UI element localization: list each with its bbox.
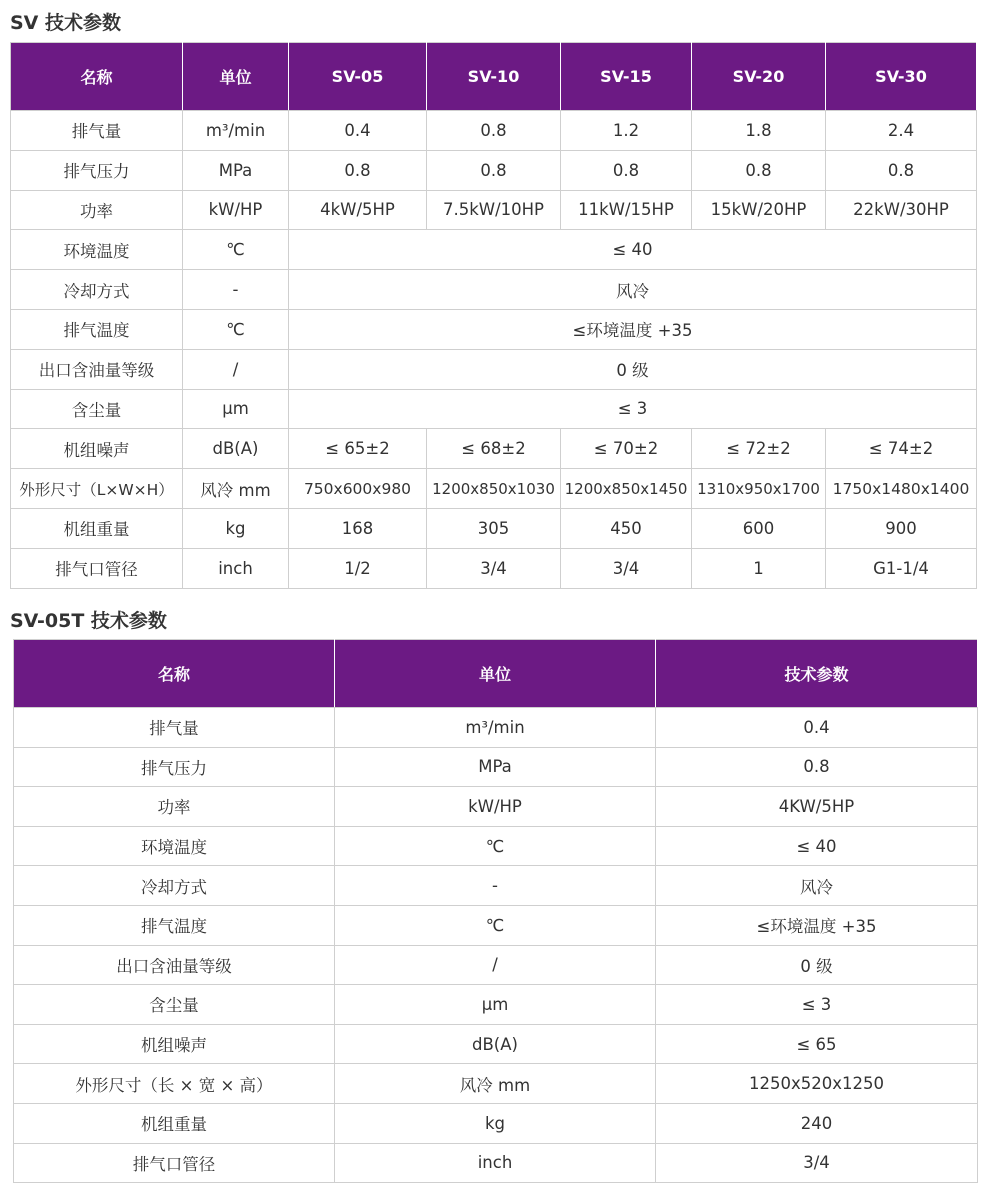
table-row: [11, 111, 977, 151]
param-name: 排气温度: [14, 905, 335, 945]
param-value: 0.8: [826, 150, 977, 190]
param-value: 0.8: [656, 747, 978, 787]
param-name: 机组重量: [11, 508, 183, 548]
param-value: ≤环境温度 +35: [656, 905, 978, 945]
table-row: [14, 905, 978, 945]
table-row: [11, 270, 977, 310]
param-name: 排气量: [11, 111, 183, 151]
param-value: 3/4: [561, 548, 692, 588]
param-name: 功率: [11, 190, 183, 230]
table-row: [11, 389, 977, 429]
table-row: [14, 1024, 978, 1064]
header-cell: SV-10: [427, 43, 561, 111]
param-name: 排气温度: [11, 309, 183, 349]
param-value-merged: ≤ 3: [289, 389, 977, 429]
param-value: 22kW/30HP: [826, 190, 977, 230]
param-name: 外形尺寸（L×W×H）: [11, 469, 183, 509]
param-unit: μm: [335, 985, 656, 1025]
table-row: [11, 309, 977, 349]
param-unit: ℃: [183, 309, 289, 349]
param-unit: MPa: [183, 150, 289, 190]
param-value-merged: ≤ 40: [289, 230, 977, 270]
param-name: 冷却方式: [14, 866, 335, 906]
param-name: 排气口管径: [14, 1143, 335, 1183]
param-name: 环境温度: [14, 826, 335, 866]
param-value: 240: [656, 1103, 978, 1143]
param-value: 4KW/5HP: [656, 787, 978, 827]
param-value: ≤ 70±2: [561, 429, 692, 469]
param-value: 1.8: [692, 111, 826, 151]
table-header-row: [11, 43, 977, 111]
param-value: 450: [561, 508, 692, 548]
param-name: 外形尺寸（长 × 宽 × 高）: [14, 1064, 335, 1104]
param-value: 1: [692, 548, 826, 588]
header-cell: SV-05: [289, 43, 427, 111]
param-unit: ℃: [335, 826, 656, 866]
param-value: 7.5kW/10HP: [427, 190, 561, 230]
param-unit: kW/HP: [183, 190, 289, 230]
table-row: [11, 349, 977, 389]
param-name: 出口含油量等级: [11, 349, 183, 389]
param-unit: /: [335, 945, 656, 985]
param-value: ≤ 65±2: [289, 429, 427, 469]
param-unit: dB(A): [183, 429, 289, 469]
header-cell: 技术参数: [656, 640, 978, 708]
param-value: 600: [692, 508, 826, 548]
param-name: 机组噪声: [11, 429, 183, 469]
param-value: 1750x1480x1400: [826, 469, 977, 509]
param-unit: kW/HP: [335, 787, 656, 827]
table-row: [14, 708, 978, 748]
table-row: [14, 1143, 978, 1183]
table-row: [11, 150, 977, 190]
param-unit: kg: [183, 508, 289, 548]
param-value: 305: [427, 508, 561, 548]
param-value: 168: [289, 508, 427, 548]
param-value: 1200x850x1450: [561, 469, 692, 509]
param-value: 0.4: [289, 111, 427, 151]
param-unit: -: [183, 270, 289, 310]
param-value: ≤ 40: [656, 826, 978, 866]
param-value: 11kW/15HP: [561, 190, 692, 230]
param-value: 0.8: [427, 111, 561, 151]
param-value-merged: 风冷: [289, 270, 977, 310]
section-title-sv-05t: SV-05T 技术参数: [10, 610, 167, 632]
param-unit: inch: [183, 548, 289, 588]
header-cell: SV-20: [692, 43, 826, 111]
param-value: ≤ 72±2: [692, 429, 826, 469]
table-row: [11, 508, 977, 548]
param-unit: /: [183, 349, 289, 389]
param-unit: 风冷 mm: [183, 469, 289, 509]
param-value: 2.4: [826, 111, 977, 151]
param-name: 机组重量: [14, 1103, 335, 1143]
param-value: ≤ 68±2: [427, 429, 561, 469]
param-unit: MPa: [335, 747, 656, 787]
param-value: 1250x520x1250: [656, 1064, 978, 1104]
param-value: G1-1/4: [826, 548, 977, 588]
param-value: 0.8: [561, 150, 692, 190]
sv-05t-spec-table: [13, 639, 978, 1183]
param-value: 15kW/20HP: [692, 190, 826, 230]
param-unit: μm: [183, 389, 289, 429]
param-name: 冷却方式: [11, 270, 183, 310]
param-value: 900: [826, 508, 977, 548]
param-value-merged: 0 级: [289, 349, 977, 389]
param-value: 1310x950x1700: [692, 469, 826, 509]
table-row: [14, 985, 978, 1025]
param-name: 含尘量: [11, 389, 183, 429]
table-row: [14, 866, 978, 906]
param-value: 1200x850x1030: [427, 469, 561, 509]
table-row: [14, 787, 978, 827]
table-row: [11, 190, 977, 230]
table-row: [14, 1103, 978, 1143]
table-row: [14, 1064, 978, 1104]
param-value: 0 级: [656, 945, 978, 985]
param-name: 排气压力: [11, 150, 183, 190]
param-name: 排气压力: [14, 747, 335, 787]
param-value: 4kW/5HP: [289, 190, 427, 230]
table-row: [14, 945, 978, 985]
param-value: 0.4: [656, 708, 978, 748]
param-unit: dB(A): [335, 1024, 656, 1064]
param-value: 3/4: [656, 1143, 978, 1183]
sv-spec-table: [10, 42, 977, 589]
section-title-sv: SV 技术参数: [10, 12, 122, 34]
param-unit: ℃: [335, 905, 656, 945]
param-name: 排气口管径: [11, 548, 183, 588]
param-value: ≤ 3: [656, 985, 978, 1025]
table-row: [11, 548, 977, 588]
param-unit: m³/min: [335, 708, 656, 748]
header-cell: 名称: [11, 43, 183, 111]
param-unit: 风冷 mm: [335, 1064, 656, 1104]
param-value: 0.8: [289, 150, 427, 190]
table-row: [14, 747, 978, 787]
header-cell: 单位: [335, 640, 656, 708]
table-row: [14, 826, 978, 866]
param-unit: kg: [335, 1103, 656, 1143]
param-value: 3/4: [427, 548, 561, 588]
param-value: 1/2: [289, 548, 427, 588]
header-cell: 单位: [183, 43, 289, 111]
param-unit: inch: [335, 1143, 656, 1183]
param-name: 出口含油量等级: [14, 945, 335, 985]
param-name: 环境温度: [11, 230, 183, 270]
table-row: [11, 230, 977, 270]
param-value-merged: ≤环境温度 +35: [289, 309, 977, 349]
param-unit: ℃: [183, 230, 289, 270]
param-name: 含尘量: [14, 985, 335, 1025]
param-value: ≤ 65: [656, 1024, 978, 1064]
param-name: 功率: [14, 787, 335, 827]
table-header-row: [14, 640, 978, 708]
param-unit: -: [335, 866, 656, 906]
param-value: 风冷: [656, 866, 978, 906]
param-value: 750x600x980: [289, 469, 427, 509]
header-cell: SV-15: [561, 43, 692, 111]
param-value: 0.8: [427, 150, 561, 190]
param-value: 1.2: [561, 111, 692, 151]
header-cell: SV-30: [826, 43, 977, 111]
param-name: 排气量: [14, 708, 335, 748]
param-name: 机组噪声: [14, 1024, 335, 1064]
table-row: [11, 469, 977, 509]
param-value: 0.8: [692, 150, 826, 190]
table-row: [11, 429, 977, 469]
header-cell: 名称: [14, 640, 335, 708]
param-unit: m³/min: [183, 111, 289, 151]
param-value: ≤ 74±2: [826, 429, 977, 469]
